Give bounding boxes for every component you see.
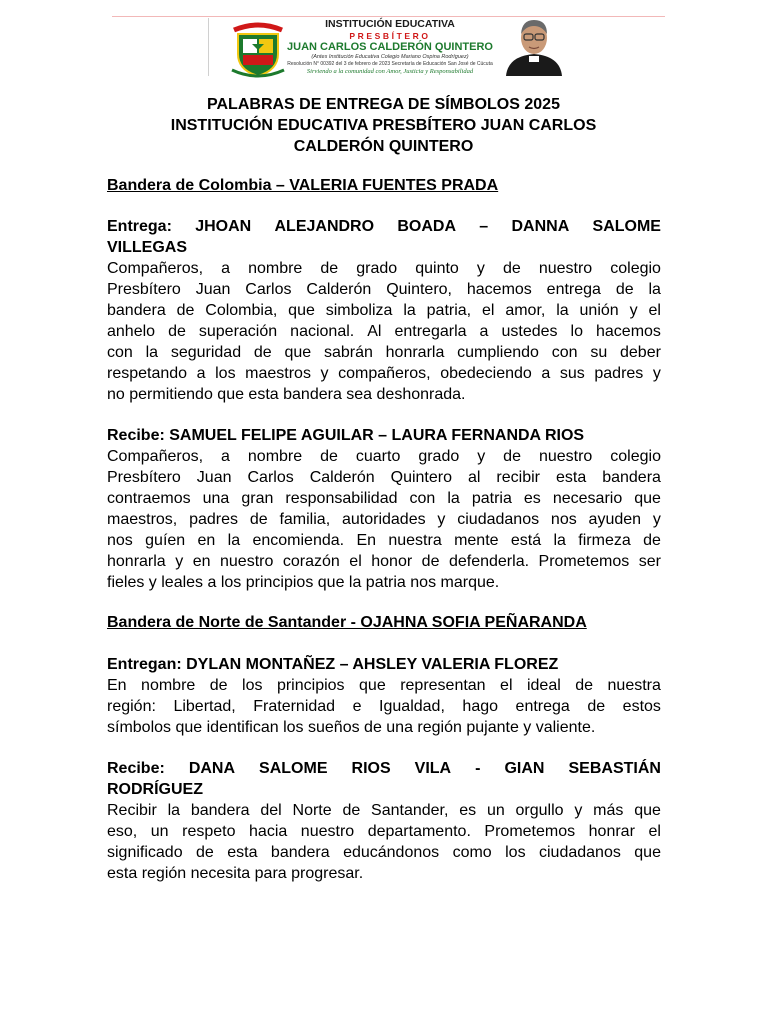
- paragraph-line: Presbítero Juan Carlos Calderón Quintero, hacemos entrega de la: [107, 281, 661, 298]
- school-letterhead: [208, 16, 665, 76]
- recibe-label-line-1: Recibe: DANA SALOME RIOS VILA - GIAN SEBASTIÁN: [107, 760, 661, 777]
- header-separator: [208, 18, 209, 76]
- school-motto: Sirviendo a la comunidad con Amor, Justicia y Responsabilidad: [306, 68, 474, 75]
- section-heading-colombia: Bandera de Colombia – VALERIA FUENTES PRADA: [107, 177, 499, 194]
- paragraph-line: Recibir la bandera del Norte de Santander, es un orgullo y más que: [107, 802, 661, 819]
- paragraph-line: no permitiendo que esta bandera sea deshonrada.: [107, 386, 466, 403]
- entregan-label: Entregan: DYLAN MONTAÑEZ – AHSLEY VALERIA FLOREZ: [107, 656, 559, 673]
- school-name: JUAN CARLOS CALDERÓN QUINTERO: [287, 41, 493, 53]
- paragraph-line: maestros, padres de familia, autoridades y ciudadanos nos ayuden y: [107, 511, 661, 528]
- presbitero-label: PRESBÍTERO: [349, 31, 431, 41]
- entregan-paragraph: [107, 675, 661, 738]
- paragraph-line: Compañeros, a nombre de grado quinto y de nuestro colegio: [107, 260, 661, 277]
- paragraph-line: honrarla y en nuestro corazón el honor de defenderla. Prometemos ser: [107, 553, 661, 570]
- paragraph-line: anhelo de superación nacional. Al entregarla a ustedes lo hacemos: [107, 323, 661, 340]
- paragraph-line: respetando a los maestros y compañeros, obedeciendo a sus padres y: [107, 365, 661, 382]
- section-heading-norte-santander: Bandera de Norte de Santander - OJAHNA SOFIA PEÑARANDA: [107, 614, 587, 631]
- recibe-paragraph-norte: [107, 800, 661, 884]
- paragraph-line: fieles y leales a los principios que la patria nos marque.: [107, 574, 500, 591]
- former-name: (Antes Institución Educativa Colegio Mariano Ospina Rodríguez): [311, 54, 469, 60]
- paragraph-line: nos guíen en la encomienda. En nuestra mente está la firmeza de: [107, 532, 661, 549]
- entrega-label-line-2: VILLEGAS: [107, 239, 188, 256]
- recibe-label: Recibe: SAMUEL FELIPE AGUILAR – LAURA FERNANDA RIOS: [107, 427, 585, 444]
- title-line-1: PALABRAS DE ENTREGA DE SÍMBOLOS 2025: [207, 96, 560, 113]
- entrega-colombia: [107, 216, 661, 405]
- paragraph-line: bandera de Colombia, que simboliza la patria, el amor, la unión y el: [107, 302, 661, 319]
- school-name-block: [282, 16, 498, 75]
- paragraph-line: En nombre de los principios que representan el ideal de nuestra: [107, 677, 661, 694]
- paragraph-line: eso, un respeto hacia nuestro departamento. Prometemos honrar el: [107, 823, 661, 840]
- recibe-norte-santander: [107, 758, 661, 884]
- priest-portrait-icon: [502, 16, 566, 76]
- recibe-paragraph: [107, 446, 661, 593]
- paragraph-line: con la seguridad de que sabrán honrarla cumpliendo con su deber: [107, 344, 661, 361]
- paragraph-line: Compañeros, a nombre de cuarto grado y de nuestro colegio: [107, 448, 661, 465]
- entrega-paragraph: [107, 258, 661, 405]
- recibe-colombia: [107, 425, 661, 593]
- institution-label: INSTITUCIÓN EDUCATIVA: [325, 18, 455, 30]
- resolution-text: Resolución N° 00392 del 3 de febrero de 2023 Secretaría de Educación San José de Cúcuta: [287, 61, 493, 67]
- paragraph-line: significado de esta bandera educándonos como los ciudadanos que: [107, 844, 661, 861]
- recibe-label-line-2: RODRÍGUEZ: [107, 781, 203, 798]
- paragraph-line: Presbítero Juan Carlos Calderón Quintero al recibir esta bandera: [107, 469, 661, 486]
- entrega-label-line-1: Entrega: JHOAN ALEJANDRO BOADA – DANNA SALOME: [107, 218, 661, 235]
- paragraph-line: región: Libertad, Fraternidad e Igualdad, hago entrega de estos: [107, 698, 661, 715]
- document-title: [106, 94, 661, 157]
- paragraph-line: esta región necesita para progresar.: [107, 865, 364, 882]
- paragraph-line: símbolos que identifican los sueños de una región pujante y valiente.: [107, 719, 596, 736]
- entrega-norte-santander: [107, 654, 661, 738]
- title-line-3: CALDERÓN QUINTERO: [293, 138, 474, 155]
- school-crest-icon: [230, 20, 286, 80]
- paragraph-line: contraemos una gran responsabilidad con la patria es necesario que: [107, 490, 661, 507]
- title-line-2: INSTITUCIÓN EDUCATIVA PRESBÍTERO JUAN CARLOS: [170, 117, 597, 134]
